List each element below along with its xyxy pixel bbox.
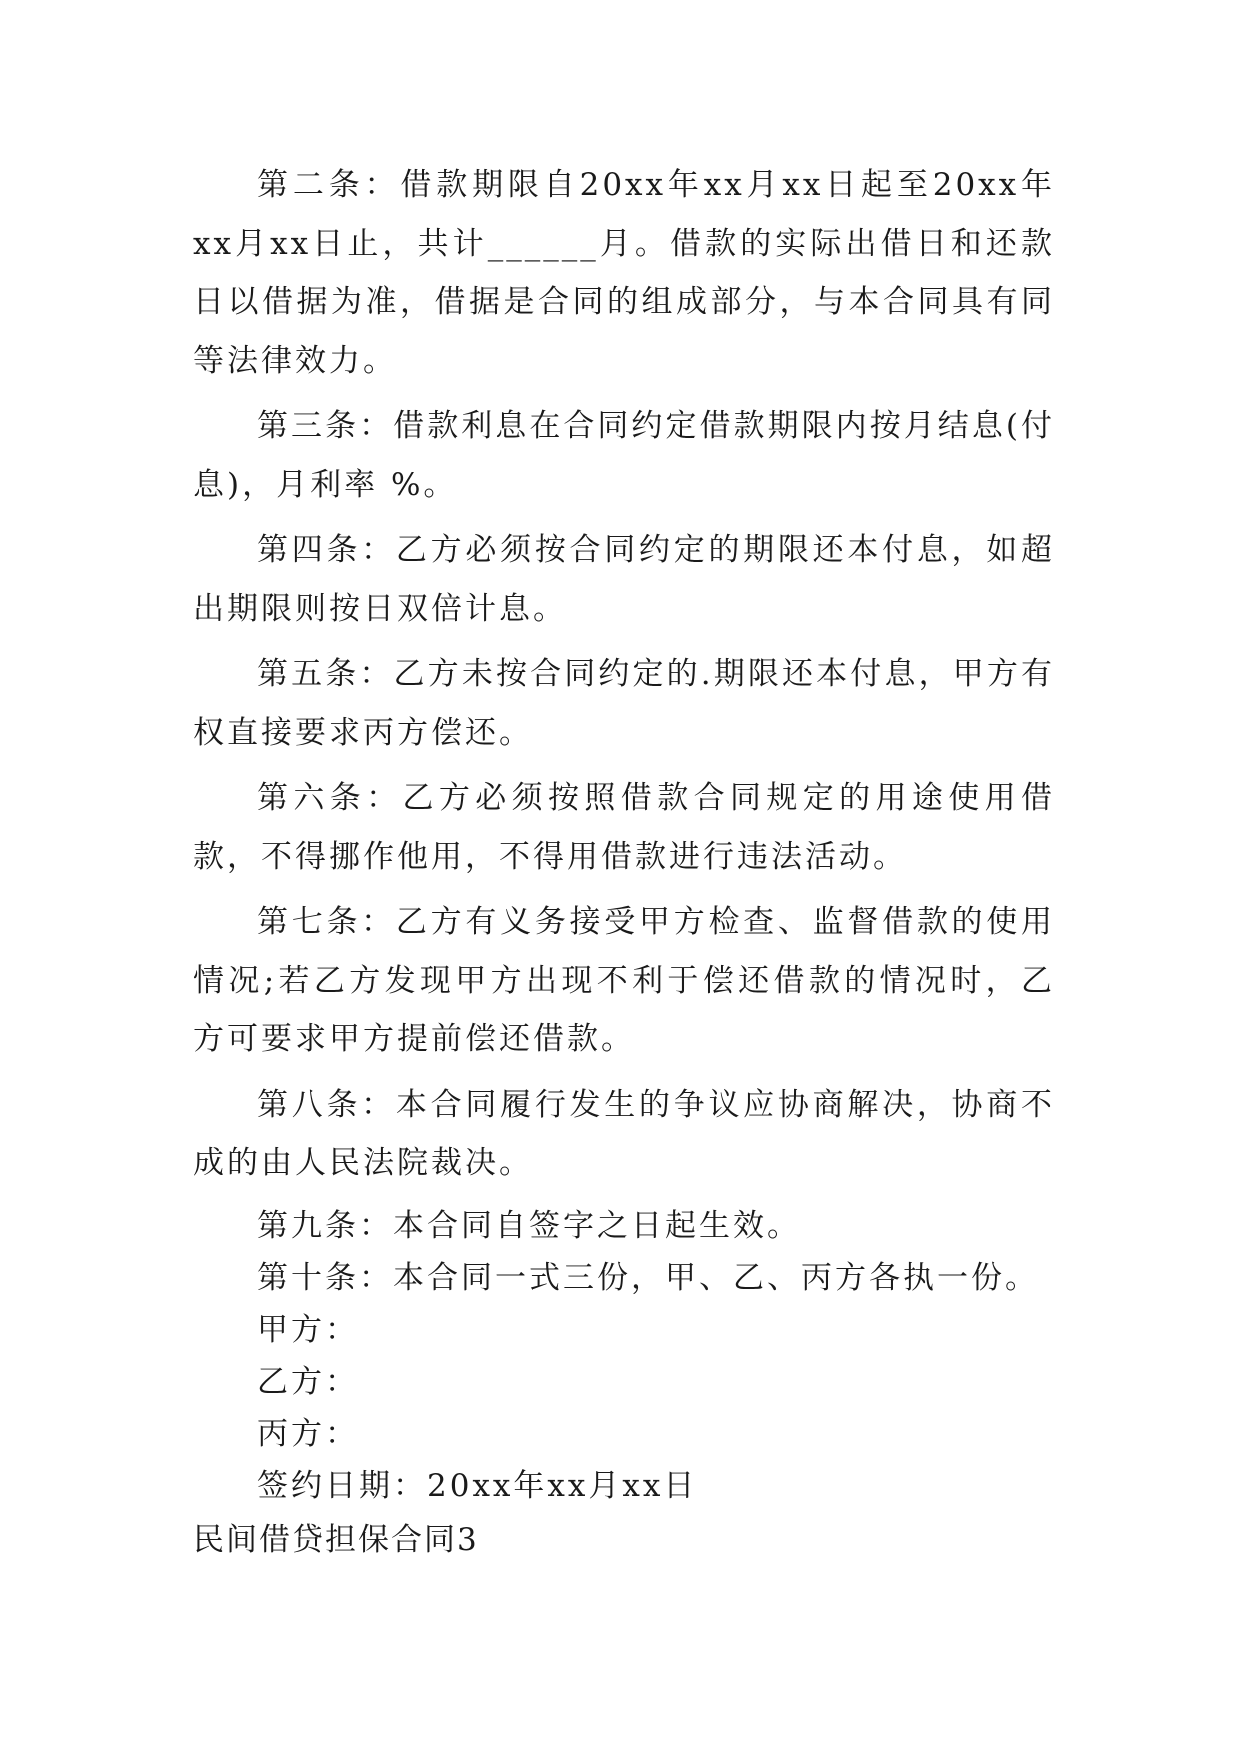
clause-8: 第八条：本合同履行发生的争议应协商解决，协商不成的由人民法院裁决。 bbox=[193, 1086, 1055, 1181]
clause-9: 第九条：本合同自签字之日起生效。 bbox=[257, 1207, 801, 1244]
next-contract-title: 民间借贷担保合同3 bbox=[193, 1521, 479, 1558]
party-a-signature: 甲方： bbox=[257, 1311, 359, 1348]
clause-4: 第四条：乙方必须按合同约定的期限还本付息，如超出期限则按日双倍计息。 bbox=[193, 532, 1055, 627]
clause-3: 第三条：借款利息在合同约定借款期限内按月结息(付息)，月利率 %。 bbox=[193, 408, 1055, 503]
clause-6: 第六条：乙方必须按照借款合同规定的用途使用借款，不得挪作他用，不得用借款进行违法活动。 bbox=[193, 780, 1055, 875]
clause-2: 第二条：借款期限自20xx年xx月xx日起至20xx年xx月xx日止，共计______月。借款的实际出借日和还款日以借据为准，借据是合同的组成部分，与本合同具有同等法律效力。 bbox=[193, 167, 1055, 379]
contract-text bbox=[193, 156, 1055, 1573]
clause-5: 第五条：乙方未按合同约定的.期限还本付息，甲方有权直接要求丙方偿还。 bbox=[193, 656, 1055, 751]
party-b-signature: 乙方： bbox=[257, 1363, 359, 1400]
clause-7: 第七条：乙方有义务接受甲方检查、监督借款的使用情况;若乙方发现甲方出现不利于偿还借款的情况时，乙方可要求甲方提前偿还借款。 bbox=[193, 904, 1055, 1057]
clause-10: 第十条：本合同一式三份，甲、乙、丙方各执一份。 bbox=[257, 1259, 1039, 1296]
sign-date: 签约日期：20xx年xx月xx日 bbox=[257, 1467, 698, 1504]
party-c-signature: 丙方： bbox=[257, 1415, 359, 1452]
